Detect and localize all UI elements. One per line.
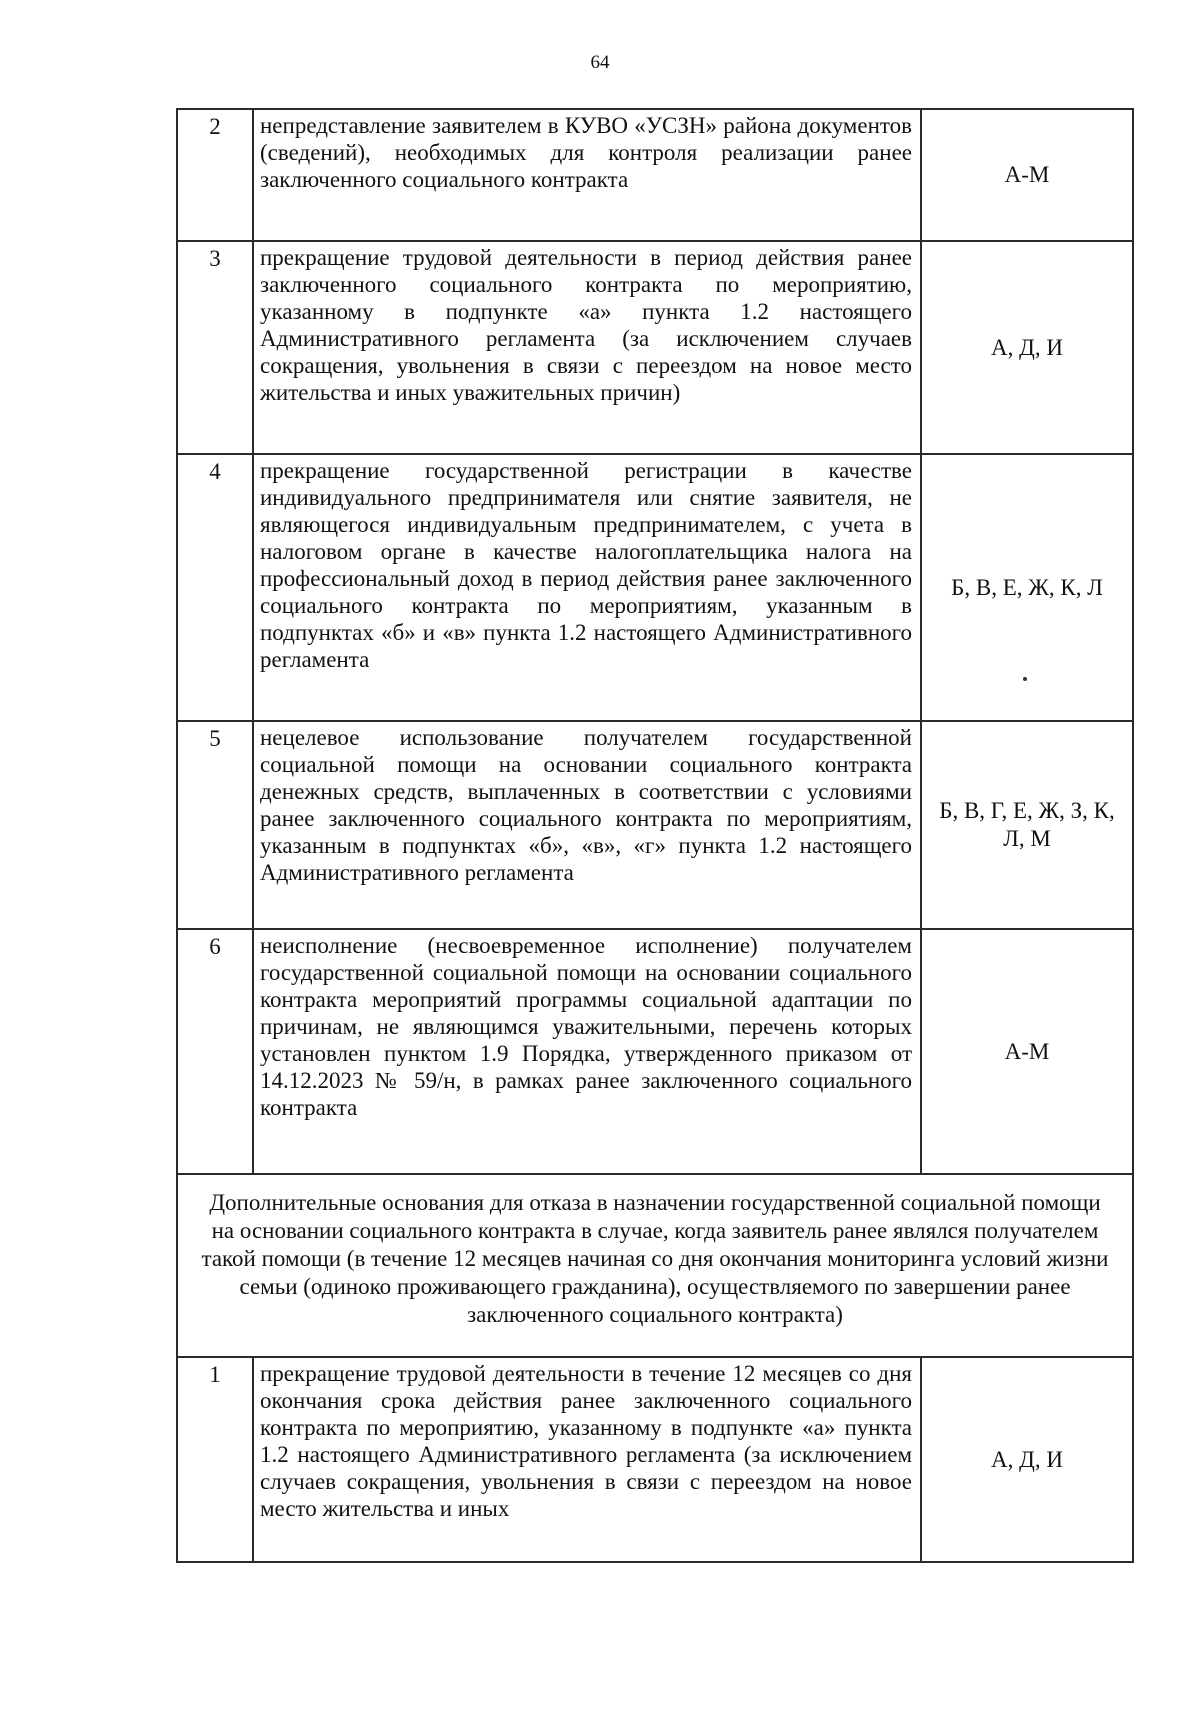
grounds-table [176, 108, 1134, 1563]
row-text: прекращение трудовой деятельности в течение 12 месяцев со дня окончания срока действия ранее заключенного социального контракта по мероприятию, указанному в подпункте «а» пункта 1.2 настоящего Административного регламента (за исключением случаев сокращения, увольнения в связи с переездом на новое место жительства и иных [254, 1358, 922, 1561]
table-row [178, 453, 1132, 720]
row-text: нецелевое использование получателем государственной социальной помощи на основании социального контракта денежных средств, выплаченных в соответствии с условиями ранее заключенного социального контракта по мероприятиям, указанным в подпунктах «б», «в», «г» пункта 1.2 настоящего Административного регламента [254, 722, 922, 928]
row-codes: А, Д, И [991, 334, 1063, 360]
row-number: 2 [178, 110, 254, 240]
row-text: непредставление заявителем в КУВО «УСЗН» района документов (сведений), необходимых для контроля реализации ранее заключенного социального контракта [254, 110, 922, 240]
row-codes: Б, В, Г, Е, Ж, З, К, Л, М [939, 798, 1115, 851]
table-row [178, 108, 1132, 240]
row-number: 5 [178, 722, 254, 928]
table-row [178, 240, 1132, 453]
row-codes: А, Д, И [991, 1446, 1063, 1472]
stray-mark [1023, 677, 1027, 681]
row-number: 1 [178, 1358, 254, 1561]
section-header: Дополнительные основания для отказа в назначении государственной социальной помощи на основании социального контракта в случае, когда заявитель ранее являлся получателем такой помощи (в течение 12 месяцев начиная со дня окончания мониторинга условий жизни семьи (одиноко проживающего гражданина), осуществляемого по завершении ранее заключенного социального контракта) [178, 1173, 1132, 1356]
row-text: неисполнение (несвоевременное исполнение) получателем государственной социальной помощи на основании социального контракта мероприятий программы социальной адаптации по причинам, не являющимся уважительными, перечень которых установлен пунктом 1.9 Порядка, утвержденного приказом от 14.12.2023 № 59/н, в рамках ранее заключенного социального контракта [254, 930, 922, 1173]
table-row [178, 928, 1132, 1173]
row-text: прекращение государственной регистрации в качестве индивидуального предпринимателя или снятие заявителя, не являющегося индивидуальным предпринимателем, с учета в налоговом органе в качестве налогоплательщика налога на профессиональный доход в период действия ранее заключенного социального контракта по мероприятиям, указанным в подпунктах «б» и «в» пункта 1.2 настоящего Административного регламента [254, 455, 922, 720]
row-codes: Б, В, Е, Ж, К, Л [951, 574, 1103, 600]
row-number: 3 [178, 242, 254, 453]
row-codes: А-М [1004, 162, 1050, 187]
page-number: 64 [590, 52, 610, 73]
row-number: 6 [178, 930, 254, 1173]
row-number: 4 [178, 455, 254, 720]
row-codes: А-М [1004, 1038, 1050, 1064]
row-text: прекращение трудовой деятельности в период действия ранее заключенного социального контракта по мероприятию, указанному в подпункте «а» пункта 1.2 настоящего Административного регламента (за исключением случаев сокращения, увольнения в связи с переездом на новое место жительства и иных уважительных причин) [254, 242, 922, 453]
table-row [178, 1356, 1132, 1561]
table-row [178, 720, 1132, 928]
